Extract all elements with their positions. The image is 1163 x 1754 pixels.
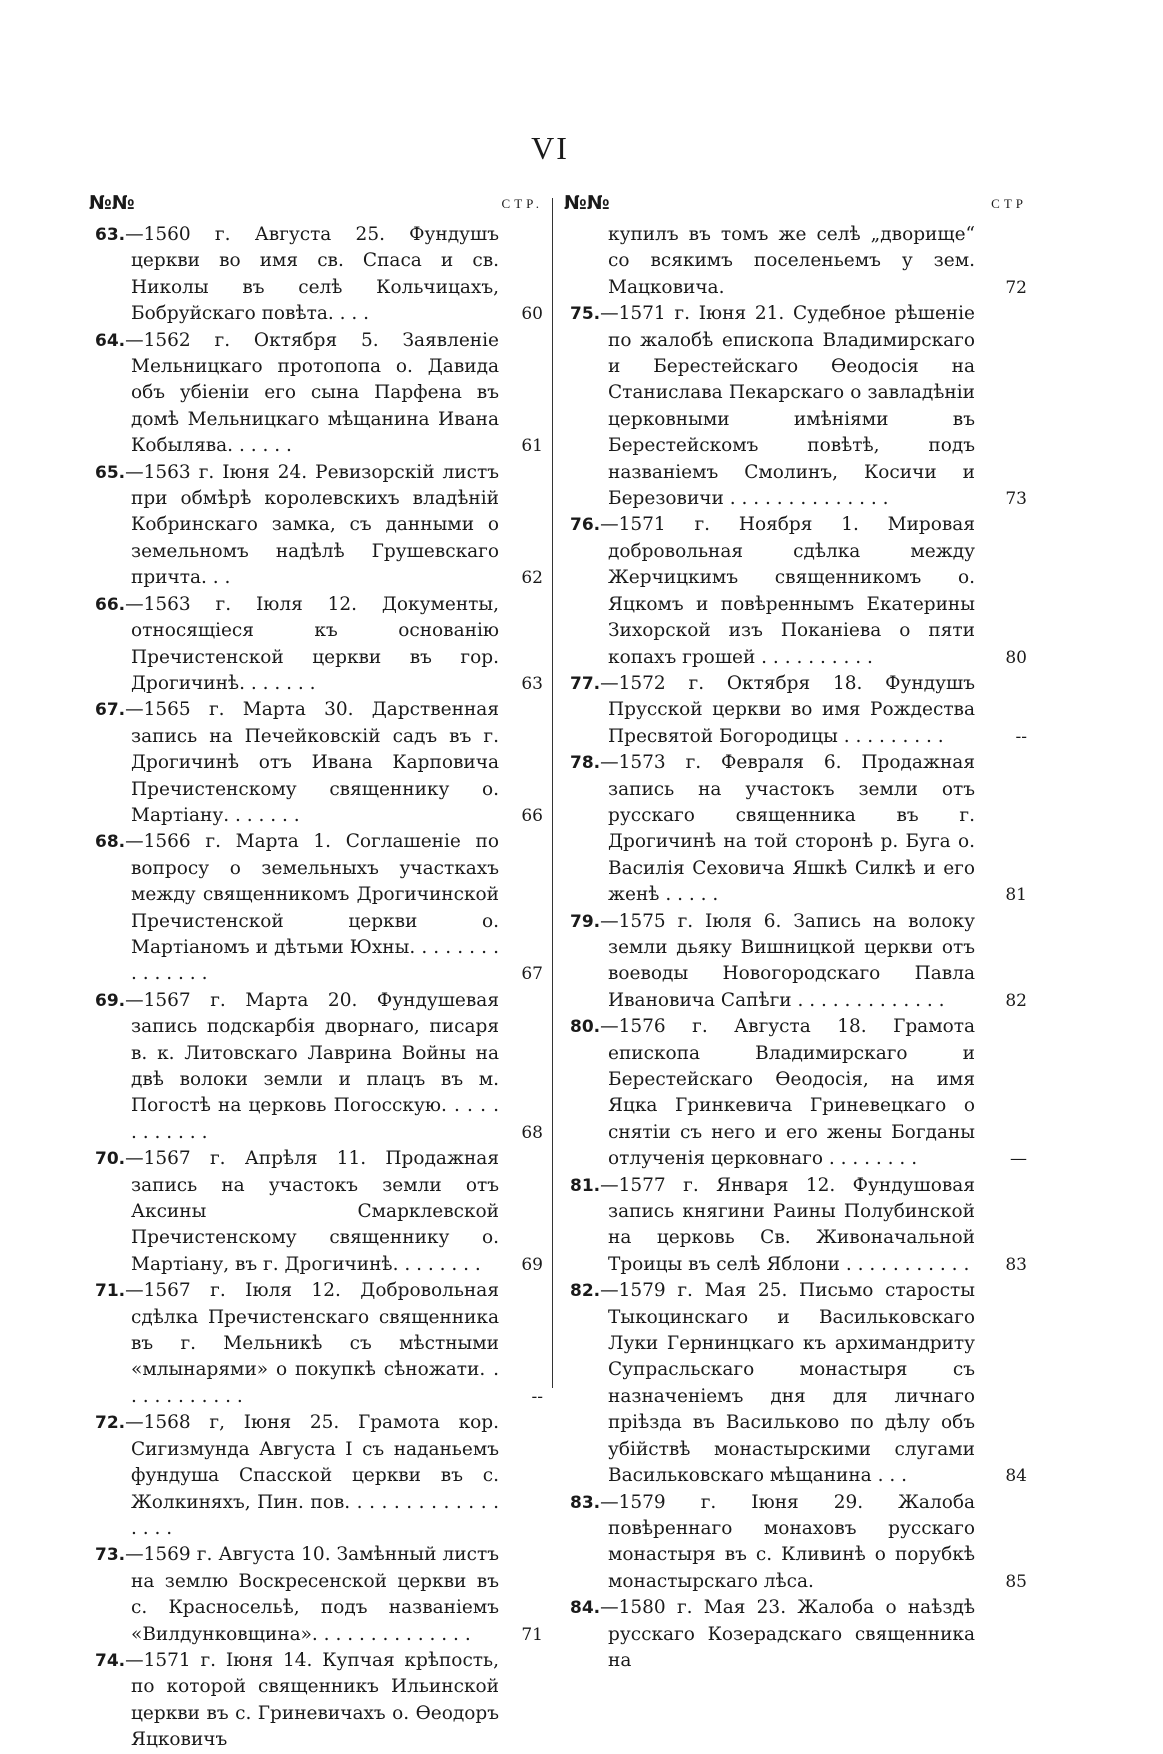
toc-entry: [570, 301, 1027, 512]
page-header: СТР: [991, 196, 1027, 211]
entry-text: [95, 328, 499, 460]
toc-entry: [570, 909, 1027, 1015]
toc-entry: [95, 460, 543, 592]
entry-description: —1571 г. Іюня 14. Купчая крѣпость, по которой священникъ Ильинской церкви въ с. Гриневичахъ о. Ѳеодоръ Яцковичъ: [125, 1649, 499, 1751]
toc-entry: [570, 1173, 1027, 1279]
entry-text: [95, 460, 499, 592]
toc-entry: [570, 1595, 1027, 1674]
left-column-header: [89, 192, 543, 222]
right-entry-list: [570, 222, 1027, 1674]
entry-number: 71.: [95, 1281, 126, 1302]
entry-description: —1563 г. Іюля 12. Документы, относящіеся къ основанію Пречистенской церкви въ гор. Дрогичинѣ. . . . . . .: [125, 593, 499, 694]
entry-text: [95, 1542, 499, 1648]
entry-description: —1566 г. Марта 1. Соглашеніе по вопросу о земельныхъ участкахъ между священникомъ Дрогичинской Пречистенской церкви о. Мартіаномъ и дѣтьми Юхны. . . . . . . . . . . . . . .: [125, 831, 499, 985]
toc-entry: [570, 222, 1027, 301]
entry-text: [95, 222, 499, 328]
entry-text: [570, 301, 975, 512]
entry-description: —1577 г. Января 12. Фундушовая запись княгини Раины Полубинской на церковь Св. Живоначальной Троицы въ селѣ Яблони . . . . . . . . . . .: [600, 1174, 975, 1275]
toc-entry: [570, 512, 1027, 670]
entry-page: 84: [1005, 1466, 1027, 1487]
entry-number: 67.: [95, 700, 126, 721]
entry-number: 79.: [570, 911, 601, 932]
number-header: №№: [564, 192, 610, 214]
toc-entry: [95, 1146, 543, 1278]
entry-description: —1580 г. Мая 23. Жалоба о наѣздѣ русскаго Козерадскаго священника на: [600, 1597, 975, 1671]
entry-description: —1569 г. Августа 10. Замѣнный листъ на землю Воскресенской церкви въ с. Красносельѣ, подъ названіемъ «Вилдунковщина». . . . . . . . . . . . . .: [125, 1544, 499, 1645]
entry-number: 69.: [95, 990, 126, 1011]
number-header: №№: [89, 192, 135, 214]
toc-entry: [95, 1410, 543, 1542]
entry-description: —1572 г. Октября 18. Фундушъ Прусской церкви во имя Рождества Пресвятой Богородицы . . . . . . . . .: [600, 672, 975, 747]
entry-number: 82.: [570, 1281, 601, 1302]
entry-description: —1567 г. Іюля 12. Добровольная сдѣлка Пречистенскаго священника въ г. Мельникѣ съ мѣстными «млынарями» о покупкѣ сѣножати. . . . . . . . . . . .: [125, 1280, 499, 1407]
entry-number: 83.: [570, 1492, 601, 1513]
column-divider: [552, 198, 553, 1388]
entry-text: [570, 1278, 975, 1489]
entry-page: 71: [521, 1624, 543, 1645]
entry-number: 64.: [95, 330, 126, 351]
entry-number: 63.: [95, 225, 126, 245]
entry-number: 78.: [570, 753, 601, 774]
entry-text: [95, 1146, 499, 1278]
entry-description: —1563 г. Іюня 24. Ревизорскій листъ при обмѣрѣ королевскихъ владѣній Кобринскаго замка, съ данными о земельномъ надѣлѣ Грушевскаго причта. . .: [125, 461, 499, 589]
entry-text: [95, 829, 499, 987]
entry-page: 72: [1005, 277, 1027, 298]
toc-entry: [95, 592, 543, 698]
entry-number: 72.: [95, 1413, 126, 1434]
toc-entry: [570, 750, 1027, 908]
toc-entry: [95, 829, 543, 987]
entry-text: [95, 1278, 499, 1410]
toc-entry: [570, 1278, 1027, 1489]
entry-number: 74.: [95, 1650, 126, 1671]
entry-page: 82: [1005, 990, 1027, 1011]
entry-description: —1562 г. Октября 5. Заявленіе Мельницкаго протопопа о. Давида объ убіеніи его сына Парфена въ домѣ Мельницкаго мѣщанина Ивана Кобылява. . . . . .: [125, 329, 499, 457]
entry-page: --: [531, 1386, 543, 1407]
entry-description: купилъ въ томъ же селѣ „дворище“ со всякимъ поселеньемъ у зем. Мацковича.: [608, 224, 975, 298]
toc-entry: [95, 988, 543, 1146]
entry-page: 67: [521, 964, 543, 985]
entry-page: 69: [521, 1254, 543, 1275]
toc-entry: [95, 222, 543, 328]
entry-number: 80.: [570, 1017, 601, 1038]
entry-number: 84.: [570, 1598, 601, 1619]
entry-number: 70.: [95, 1149, 126, 1170]
entry-text: [95, 1648, 499, 1754]
entry-description: —1576 г. Августа 18. Грамота епископа Владимирскаго и Берестейскаго Ѳеодосія, на имя Яцка Гринкевича Гриневецкаго о снятіи съ него и его жены Богданы отлученія церковнаго . . . . . . . .: [600, 1016, 975, 1170]
toc-entry: [570, 671, 1027, 750]
entry-page: 60: [521, 304, 543, 325]
entry-text: [95, 697, 499, 829]
entry-page: 66: [521, 805, 543, 826]
left-column: [89, 192, 543, 1754]
entry-page: 80: [1005, 647, 1027, 668]
entry-text: [570, 909, 975, 1015]
entry-text: [570, 1490, 975, 1596]
page-header: СТР.: [501, 196, 543, 211]
entry-description: —1579 г. Мая 25. Письмо старосты Тыкоцинскаго и Васильковскаго Луки Гернинцкаго къ архимандриту Супрасльскаго монастыря съ назначеніемъ дня для личнаго пріѣзда въ Васильково по дѣлу объ убійствѣ монастырскими слугами Васильковскаго мѣщанина . . .: [600, 1280, 975, 1487]
toc-entry: [95, 1648, 543, 1754]
entry-number: 77.: [570, 673, 601, 694]
entry-description: —1567 г. Марта 20. Фундушевая запись подскарбія дворнаго, писаря в. к. Литовскаго Лаврина Войны на двѣ волоки земли и плацъ въ м. Погостѣ на церковь Погосскую. . . . . . . . . . . .: [125, 989, 499, 1143]
entry-description: —1575 г. Іюля 6. Запись на волоку земли дьяку Вишницкой церкви отъ воеводы Новогородскаго Павла Ивановича Сапѣги . . . . . . . . . . . . .: [600, 910, 975, 1011]
entry-text: [95, 1410, 499, 1542]
toc-entry: [95, 697, 543, 829]
entry-description: —1567 г. Апрѣля 11. Продажная запись на участокъ земли отъ Аксины Смарклевской Пречистенскому священнику о. Мартіану, въ г. Дрогичинѣ. . . . . . . .: [125, 1148, 499, 1275]
entry-text: [95, 592, 499, 698]
entry-text: [570, 512, 975, 670]
entry-page: 81: [1005, 885, 1027, 906]
entry-page: 73: [1005, 489, 1027, 510]
entry-description: —1579 г. Іюня 29. Жалоба повѣреннаго монаховъ русскаго монастыря въ с. Кливинѣ о порубкѣ монастырскаго лѣса.: [600, 1491, 975, 1592]
entry-page: 83: [1005, 1254, 1027, 1275]
entry-number: 66.: [95, 594, 126, 615]
entry-text: [570, 1595, 975, 1674]
entry-text: [95, 988, 499, 1146]
page-number: VI: [531, 130, 569, 166]
entry-description: —1573 г. Февраля 6. Продажная запись на участокъ земли отъ русскаго священника въ г. Дрогичинѣ на той сторонѣ р. Буга о. Василія Сеховича Яшкѣ Силкѣ и его женѣ . . . . .: [600, 752, 975, 906]
toc-entry: [570, 1014, 1027, 1172]
entry-text: [570, 1014, 975, 1172]
toc-entry: [95, 1542, 543, 1648]
entry-page: 61: [521, 436, 543, 457]
entry-page: 85: [1005, 1571, 1027, 1592]
entry-description: —1571 г. Іюня 21. Судебное рѣшеніе по жалобѣ епископа Владимирскаго и Берестейскаго Ѳеодосія на Станислава Пекарскаго о завладѣніи церковными имѣніями въ Берестейскомъ повѣтѣ, подъ названіемъ Смолинъ, Косичи и Березовичи . . . . . . . . . . . . . .: [600, 303, 975, 510]
entry-text: [570, 671, 975, 750]
entry-page: 68: [521, 1122, 543, 1143]
entry-text: [608, 222, 975, 301]
entry-number: 68.: [95, 832, 126, 853]
entry-description: —1568 г, Іюня 25. Грамота кор. Сигизмунда Августа І съ наданьемъ фундуша Спасской церкви въ с. Жолкиняхъ, Пин. пов. . . . . . . . . . . . . . . . .: [125, 1412, 499, 1539]
entry-page: —: [1010, 1149, 1027, 1170]
entry-page: --: [1015, 726, 1027, 747]
toc-entry: [95, 328, 543, 460]
entry-page: 63: [521, 673, 543, 694]
toc-entry: [95, 1278, 543, 1410]
entry-description: —1565 г. Марта 30. Дарственная запись на Печейковскій садъ въ г. Дрогичинѣ отъ Ивана Карповича Пречистенскому священнику о. Мартіану. . . . . . .: [125, 699, 499, 826]
entry-number: 73.: [95, 1545, 126, 1566]
entry-number: 81.: [570, 1175, 601, 1196]
left-entry-list: [95, 222, 543, 1754]
entry-description: —1571 г. Ноября 1. Мировая добровольная сдѣлка между Жерчицкимъ священникомъ о. Яцкомъ и повѣреннымъ Екатерины Зихорской изъ Поканіева о пяти копахъ грошей . . . . . . . . . .: [600, 514, 975, 668]
entry-page: 62: [521, 568, 543, 589]
right-column-header: [564, 192, 1027, 222]
toc-entry: [570, 1490, 1027, 1596]
entry-number: 75.: [570, 304, 601, 325]
entry-number: 65.: [95, 462, 126, 483]
entry-text: [570, 1173, 975, 1279]
entry-text: [570, 750, 975, 908]
entry-description: —1560 г. Августа 25. Фундушъ церкви во имя св. Спаса и св. Николы въ селѣ Кольчицахъ, Бобруйскаго повѣта. . . .: [125, 224, 499, 325]
entry-number: 76.: [570, 515, 601, 536]
right-column: [564, 192, 1027, 1674]
